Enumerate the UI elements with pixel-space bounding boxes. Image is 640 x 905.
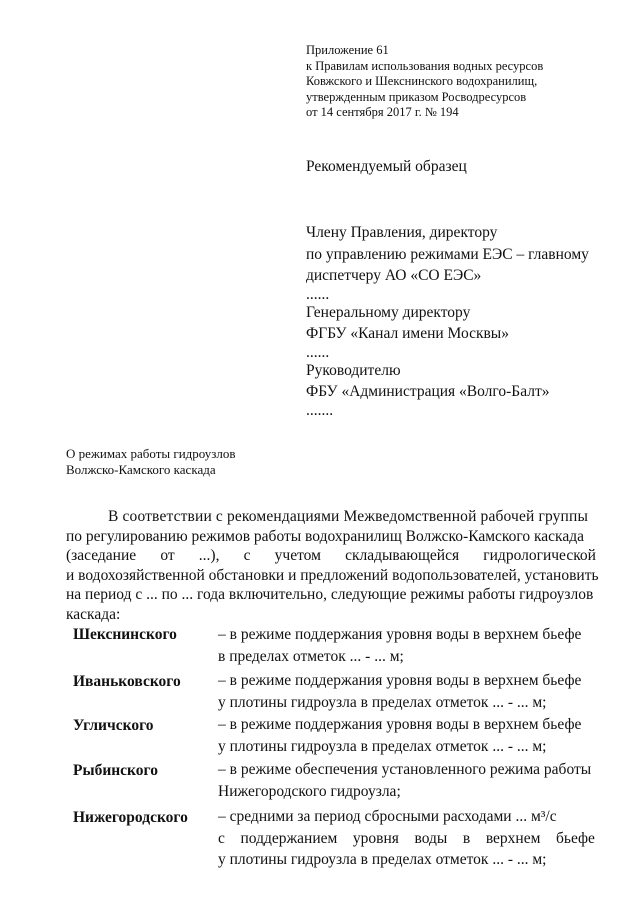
body-line	[66, 527, 596, 547]
body-paragraph	[66, 507, 599, 624]
regime-word: в	[462, 829, 471, 847]
addressees	[306, 222, 589, 418]
regime-line: – средними за период сбросными расходами ... м³/с	[218, 808, 557, 825]
regime-word: с	[218, 829, 225, 847]
addressee-line: Члену Правления, директору	[306, 224, 498, 241]
addressee-line: Руководителю	[306, 361, 401, 379]
body-word: ...),	[198, 547, 220, 564]
appendix-note	[306, 43, 543, 121]
subject-line: О режимах работы гидроузлов	[66, 446, 236, 461]
regime-name: Рыбинского	[73, 762, 158, 779]
addressee-dots: ......	[306, 343, 330, 361]
body-text: В соответствии с рекомендациями Межведомственной рабочей группы	[108, 508, 589, 525]
regime-word: поддержанием	[240, 829, 338, 847]
addressee-line: Генеральному директору	[306, 303, 471, 321]
regime-text	[218, 759, 595, 802]
addressee-dots: ......	[306, 285, 330, 303]
body-word: гидрологической	[483, 547, 596, 564]
addressee-dots: .......	[306, 401, 334, 419]
regime-line	[218, 828, 595, 850]
body-line	[66, 507, 596, 527]
appendix-line: утвержденным приказом Росводресурсов	[306, 89, 527, 104]
appendix-line: Ковжского и Шекснинского водохранилищ,	[306, 74, 538, 88]
regime-name: Угличского	[73, 717, 154, 734]
regime-line: – в режиме поддержания уровня воды в верхнем бьефе	[218, 672, 582, 689]
regime-line: в пределах отметок ... - ... м;	[218, 647, 404, 665]
body-word: учетом	[274, 547, 321, 564]
appendix-line: к Правилам использования водных ресурсов	[306, 58, 544, 73]
appendix-line: Приложение 61	[306, 43, 389, 57]
body-text: на период с ... по ... года включительно, следующие режимы работы гидроузлов	[66, 586, 594, 603]
regime-line: у плотины гидроузла в пределах отметок ... - ... м;	[218, 851, 547, 868]
body-line	[66, 546, 596, 566]
letter-subject	[66, 446, 236, 478]
regime-line: – в режиме поддержания уровня воды в верхнем бьефе	[218, 626, 582, 643]
regime-name: Иваньковского	[73, 673, 181, 690]
body-text: и водохозяйственной обстановки и предложений водопользователей, установить	[66, 566, 599, 584]
body-word: от	[160, 547, 175, 564]
regime-name: Шекснинского	[73, 626, 177, 643]
appendix-line: от 14 сентября 2017 г. № 194	[306, 105, 459, 119]
addressee-line: ФБУ «Администрация «Волго-Балт»	[306, 383, 550, 400]
regime-text	[218, 714, 595, 757]
regime-text	[218, 806, 595, 871]
subject-line: Волжско-Камского каскада	[66, 462, 216, 477]
addressee-line: диспетчеру АО «СО ЕЭС»	[306, 267, 482, 284]
regime-line: Нижегородского гидроузла;	[218, 782, 401, 800]
regime-word: бьефе	[555, 829, 595, 847]
regime-line: у плотины гидроузла в пределах отметок ... - ... м;	[218, 737, 547, 755]
body-text: каскада:	[66, 605, 121, 623]
regime-word: воды	[414, 829, 448, 847]
addressee-line: по управлению режимами ЕЭС – главному	[306, 245, 589, 263]
regime-text	[218, 624, 595, 667]
regime-line: у плотины гидроузла в пределах отметок ... - ... м;	[218, 693, 547, 711]
regime-word: уровня	[352, 829, 399, 847]
regime-name: Нижегородского	[73, 809, 188, 826]
body-line	[66, 605, 596, 625]
regime-text	[218, 670, 595, 713]
body-line	[66, 585, 596, 605]
body-word: (заседание	[66, 547, 137, 564]
addressee-line: ФГБУ «Канал имени Москвы»	[306, 325, 509, 342]
regime-line: – в режиме поддержания уровня воды в верхнем бьефе	[218, 716, 582, 733]
regime-word: верхнем	[485, 829, 541, 847]
body-word: складывающейся	[345, 547, 460, 564]
body-word: с	[243, 547, 251, 564]
regime-line: – в режиме обеспечения установленного режима работы	[218, 761, 592, 778]
sample-label: Рекомендуемый образец	[306, 158, 467, 175]
body-text: по регулированию режимов работы водохранилищ Волжско-Камского каскада	[66, 527, 585, 545]
body-line	[66, 566, 599, 586]
